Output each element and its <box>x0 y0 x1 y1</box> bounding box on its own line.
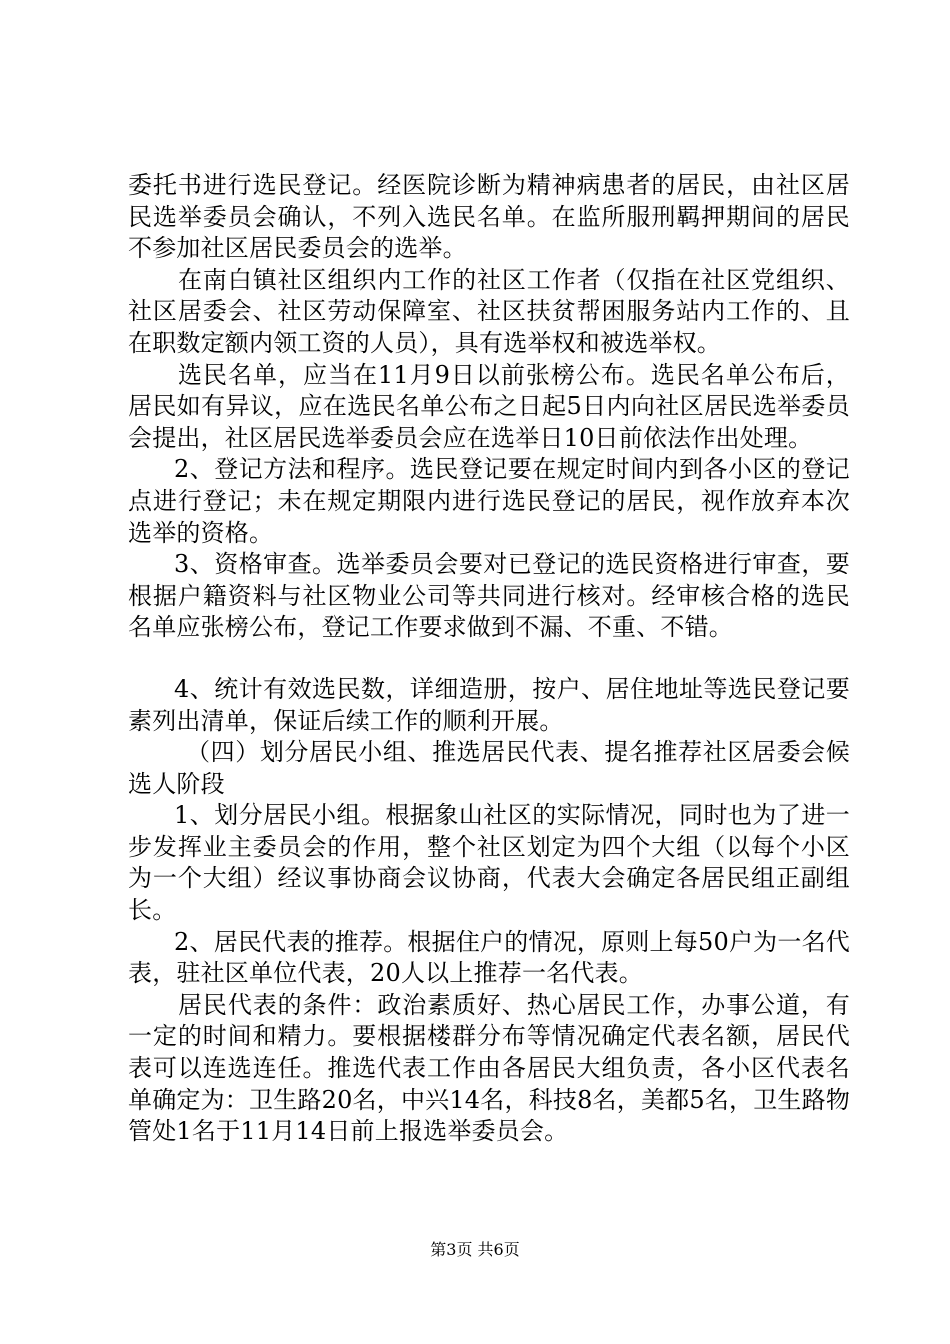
paragraph-qualification-review: 3、资格审查。选举委员会要对已登记的选民资格进行审查，要根据户籍资料与社区物业公司等共同进行核对。经审核合格的选民名单应张榜公布，登记工作要求做到不漏、不重、不错。 <box>128 550 850 642</box>
paragraph-representative-recommendation: 2、居民代表的推荐。根据住户的情况，原则上每50户为一名代表，驻社区单位代表，20人以上推荐一名代表。 <box>128 927 850 988</box>
page-footer <box>0 1240 950 1260</box>
paragraph-voter-registration-continued: 委托书进行选民登记。经医院诊断为精神病患者的居民，由社区居民选举委员会确认，不列入选民名单。在监所服刑羁押期间的居民不参加社区居民委员会的选举。 <box>128 171 850 263</box>
page-number-label: 第3页 共6页 <box>430 1240 520 1259</box>
paragraph-community-workers: 在南白镇社区组织内工作的社区工作者（仅指在社区党组织、社区居委会、社区劳动保障室、社区扶贫帮困服务站内工作的、且在职数定额内领工资的人员），具有选举权和被选举权。 <box>128 265 850 357</box>
paragraph-voter-statistics: 4、统计有效选民数，详细造册，按户、居住地址等选民登记要素列出清单，保证后续工作的顺利开展。 <box>128 674 850 735</box>
section-heading-stage-four: （四）划分居民小组、推选居民代表、提名推荐社区居委会候选人阶段 <box>128 738 850 798</box>
paragraph-registration-method: 2、登记方法和程序。选民登记要在规定时间内到各小区的登记点进行登记；未在规定期限内进行选民登记的居民，视作放弃本次选举的资格。 <box>128 455 850 547</box>
paragraph-voter-list: 选民名单，应当在11月9日以前张榜公布。选民名单公布后，居民如有异议，应在选民名单公布之日起5日内向社区居民选举委员会提出，社区居民选举委员会应在选举日10日前依法作出处理。 <box>128 360 850 452</box>
paragraph-representative-conditions: 居民代表的条件：政治素质好、热心居民工作，办事公道，有一定的时间和精力。要根据楼群分布等情况确定代表名额，居民代表可以连选连任。推选代表工作由各居民大组负责，各小区代表名单确定为：卫生路20名，中兴14名，科技8名，美都5名，卫生路物管处1名于11月14日前上报选举委员会。 <box>128 990 851 1146</box>
paragraph-resident-groups: 1、划分居民小组。根据象山社区的实际情况，同时也为了进一步发挥业主委员会的作用，整个社区划定为四个大组（以每个小区为一个大组）经议事协商会议协商，代表大会确定各居民组正副组长。 <box>128 801 850 925</box>
document-body <box>128 170 850 1148</box>
